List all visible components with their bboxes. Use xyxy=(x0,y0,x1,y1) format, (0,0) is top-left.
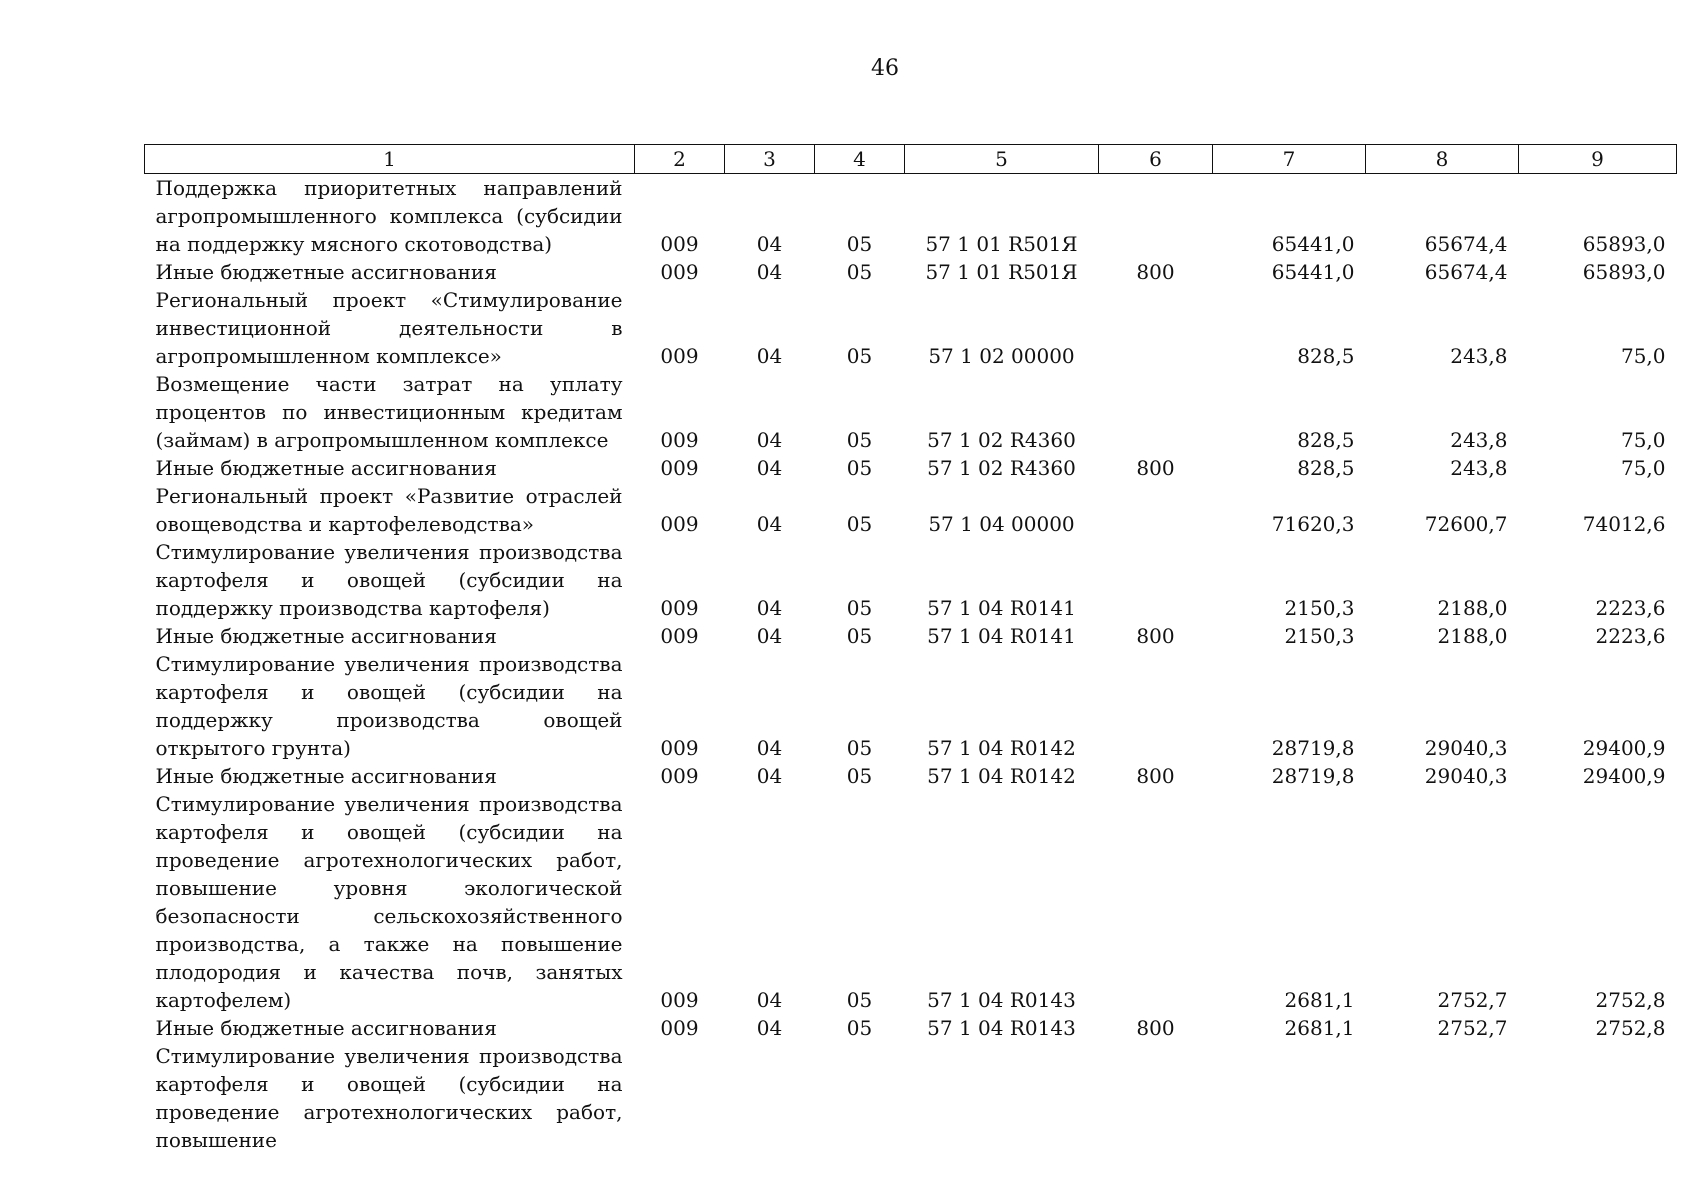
amount-col8: 243,8 xyxy=(1450,428,1508,452)
amount-col7: 28719,8 xyxy=(1271,736,1355,760)
amount-col8: 2188,0 xyxy=(1437,624,1508,648)
code-subsection: 05 xyxy=(846,988,873,1012)
amount-col9 xyxy=(1519,1042,1677,1154)
header-cell-9: 9 xyxy=(1519,145,1677,174)
header-cell-6: 6 xyxy=(1099,145,1213,174)
code-admin: 009 xyxy=(660,1016,699,1040)
amount-col8: 29040,3 xyxy=(1424,736,1508,760)
table-row xyxy=(145,762,1677,790)
code-expense-type xyxy=(1099,286,1213,370)
header-cell-2: 2 xyxy=(635,145,725,174)
table-row xyxy=(145,258,1677,286)
code-section: 04 xyxy=(756,624,783,648)
code-admin: 009 xyxy=(660,596,699,620)
amount-col7: 2150,3 xyxy=(1284,624,1355,648)
code-expense-type xyxy=(1099,174,1213,259)
amount-col7: 2681,1 xyxy=(1284,1016,1355,1040)
code-target-article: 57 1 04 R0143 xyxy=(927,988,1076,1012)
code-target-article: 57 1 01 R501Я xyxy=(925,260,1078,284)
code-subsection: 05 xyxy=(846,344,873,368)
code-expense-type xyxy=(1099,538,1213,622)
amount-col9: 65893,0 xyxy=(1582,232,1666,256)
amount-col9: 75,0 xyxy=(1620,456,1666,480)
amount-col8: 72600,7 xyxy=(1424,512,1508,536)
code-target-article xyxy=(905,1042,1099,1154)
amount-col7: 828,5 xyxy=(1297,456,1355,480)
header-cell-7: 7 xyxy=(1213,145,1366,174)
amount-col7: 2150,3 xyxy=(1284,596,1355,620)
amount-col8: 29040,3 xyxy=(1424,764,1508,788)
amount-col8: 243,8 xyxy=(1450,344,1508,368)
amount-col7: 71620,3 xyxy=(1271,512,1355,536)
amount-col7: 65441,0 xyxy=(1271,232,1355,256)
code-admin: 009 xyxy=(660,512,699,536)
amount-col9: 2752,8 xyxy=(1595,988,1666,1012)
item-name: Иные бюджетные ассигнования xyxy=(155,624,497,648)
item-name: Региональный проект «Развитие отраслей овощеводства и картофелеводства» xyxy=(155,484,623,536)
amount-col9: 75,0 xyxy=(1620,428,1666,452)
code-subsection: 05 xyxy=(846,596,873,620)
amount-col9: 29400,9 xyxy=(1582,736,1666,760)
item-name: Иные бюджетные ассигнования xyxy=(155,260,497,284)
amount-col7: 65441,0 xyxy=(1271,260,1355,284)
table-row xyxy=(145,370,1677,454)
amount-col9: 2223,6 xyxy=(1595,596,1666,620)
amount-col9: 2752,8 xyxy=(1595,1016,1666,1040)
table-row xyxy=(145,454,1677,482)
item-name: Стимулирование увеличения производства картофеля и овощей (субсидии на проведение агротехнологических работ, повышение уровня экологической безопасности сельскохозяйственного производства, а также на повышение плодородия и качества почв, занятых картофелем) xyxy=(155,792,623,1012)
table-row xyxy=(145,538,1677,622)
code-expense-type: 800 xyxy=(1136,1016,1175,1040)
table-row xyxy=(145,650,1677,762)
amount-col7: 828,5 xyxy=(1297,344,1355,368)
header-row xyxy=(145,145,1677,174)
code-subsection: 05 xyxy=(846,624,873,648)
code-admin: 009 xyxy=(660,232,699,256)
amount-col8: 65674,4 xyxy=(1424,232,1508,256)
code-section: 04 xyxy=(756,1016,783,1040)
amount-col9: 29400,9 xyxy=(1582,764,1666,788)
code-admin: 009 xyxy=(660,624,699,648)
code-admin: 009 xyxy=(660,988,699,1012)
amount-col7: 828,5 xyxy=(1297,428,1355,452)
budget-table xyxy=(144,144,1677,1154)
table-row xyxy=(145,1014,1677,1042)
amount-col8: 2188,0 xyxy=(1437,596,1508,620)
table-row xyxy=(145,622,1677,650)
amount-col8: 65674,4 xyxy=(1424,260,1508,284)
item-name: Возмещение части затрат на уплату процентов по инвестиционным кредитам (займам) в агропромышленном комплексе xyxy=(155,372,623,452)
item-name: Стимулирование увеличения производства картофеля и овощей (субсидии на проведение агротехнологических работ, повышение xyxy=(155,1044,623,1152)
code-subsection: 05 xyxy=(846,428,873,452)
code-expense-type: 800 xyxy=(1136,260,1175,284)
code-target-article: 57 1 02 00000 xyxy=(928,344,1075,368)
item-name: Поддержка приоритетных направлений агропромышленного комплекса (субсидии на поддержку мясного скотоводства) xyxy=(155,176,623,256)
code-target-article: 57 1 04 R0141 xyxy=(927,624,1076,648)
code-section: 04 xyxy=(756,428,783,452)
table-header xyxy=(145,145,1677,174)
code-target-article: 57 1 04 R0142 xyxy=(927,764,1076,788)
code-expense-type xyxy=(1099,1042,1213,1154)
code-section: 04 xyxy=(756,736,783,760)
amount-col9: 2223,6 xyxy=(1595,624,1666,648)
code-expense-type: 800 xyxy=(1136,624,1175,648)
code-expense-type xyxy=(1099,790,1213,1014)
code-subsection: 05 xyxy=(846,456,873,480)
code-section xyxy=(725,1042,815,1154)
item-name: Стимулирование увеличения производства картофеля и овощей (субсидии на поддержку производства овощей открытого грунта) xyxy=(155,652,623,760)
code-admin: 009 xyxy=(660,428,699,452)
code-admin: 009 xyxy=(660,456,699,480)
amount-col8: 2752,7 xyxy=(1437,1016,1508,1040)
code-subsection: 05 xyxy=(846,764,873,788)
code-admin: 009 xyxy=(660,344,699,368)
amount-col9: 74012,6 xyxy=(1582,512,1666,536)
code-section: 04 xyxy=(756,512,783,536)
header-cell-4: 4 xyxy=(815,145,905,174)
code-expense-type: 800 xyxy=(1136,456,1175,480)
amount-col9: 75,0 xyxy=(1620,344,1666,368)
code-target-article: 57 1 04 00000 xyxy=(928,512,1075,536)
code-section: 04 xyxy=(756,456,783,480)
code-subsection: 05 xyxy=(846,736,873,760)
code-admin: 009 xyxy=(660,764,699,788)
code-admin: 009 xyxy=(660,736,699,760)
code-target-article: 57 1 02 R4360 xyxy=(927,456,1076,480)
table-row xyxy=(145,482,1677,538)
header-cell-1: 1 xyxy=(145,145,635,174)
code-subsection: 05 xyxy=(846,1016,873,1040)
code-subsection: 05 xyxy=(846,260,873,284)
item-name: Стимулирование увеличения производства картофеля и овощей (субсидии на поддержку производства картофеля) xyxy=(155,540,623,620)
code-expense-type xyxy=(1099,370,1213,454)
item-name: Региональный проект «Стимулирование инвестиционной деятельности в агропромышленном комплексе» xyxy=(155,288,623,368)
amount-col7: 28719,8 xyxy=(1271,764,1355,788)
code-section: 04 xyxy=(756,596,783,620)
amount-col8: 243,8 xyxy=(1450,456,1508,480)
code-admin: 009 xyxy=(660,260,699,284)
amount-col8: 2752,7 xyxy=(1437,988,1508,1012)
code-admin xyxy=(635,1042,725,1154)
code-expense-type: 800 xyxy=(1136,764,1175,788)
code-section: 04 xyxy=(756,764,783,788)
amount-col8 xyxy=(1366,1042,1519,1154)
code-target-article: 57 1 04 R0143 xyxy=(927,1016,1076,1040)
code-section: 04 xyxy=(756,344,783,368)
page-number: 46 xyxy=(871,56,899,81)
code-subsection: 05 xyxy=(846,512,873,536)
code-subsection xyxy=(815,1042,905,1154)
code-expense-type xyxy=(1099,482,1213,538)
item-name: Иные бюджетные ассигнования xyxy=(155,1016,497,1040)
table-row xyxy=(145,174,1677,259)
code-section: 04 xyxy=(756,988,783,1012)
code-section: 04 xyxy=(756,260,783,284)
code-section: 04 xyxy=(756,232,783,256)
amount-col7: 2681,1 xyxy=(1284,988,1355,1012)
item-name: Иные бюджетные ассигнования xyxy=(155,456,497,480)
table-row xyxy=(145,286,1677,370)
code-expense-type xyxy=(1099,650,1213,762)
code-target-article: 57 1 04 R0141 xyxy=(927,596,1076,620)
amount-col7 xyxy=(1213,1042,1366,1154)
code-target-article: 57 1 04 R0142 xyxy=(927,736,1076,760)
header-cell-3: 3 xyxy=(725,145,815,174)
table-row xyxy=(145,1042,1677,1154)
item-name: Иные бюджетные ассигнования xyxy=(155,764,497,788)
header-cell-5: 5 xyxy=(905,145,1099,174)
code-subsection: 05 xyxy=(846,232,873,256)
table-row xyxy=(145,790,1677,1014)
table-body xyxy=(145,174,1677,1155)
header-cell-8: 8 xyxy=(1366,145,1519,174)
code-target-article: 57 1 02 R4360 xyxy=(927,428,1076,452)
code-target-article: 57 1 01 R501Я xyxy=(925,232,1078,256)
amount-col9: 65893,0 xyxy=(1582,260,1666,284)
